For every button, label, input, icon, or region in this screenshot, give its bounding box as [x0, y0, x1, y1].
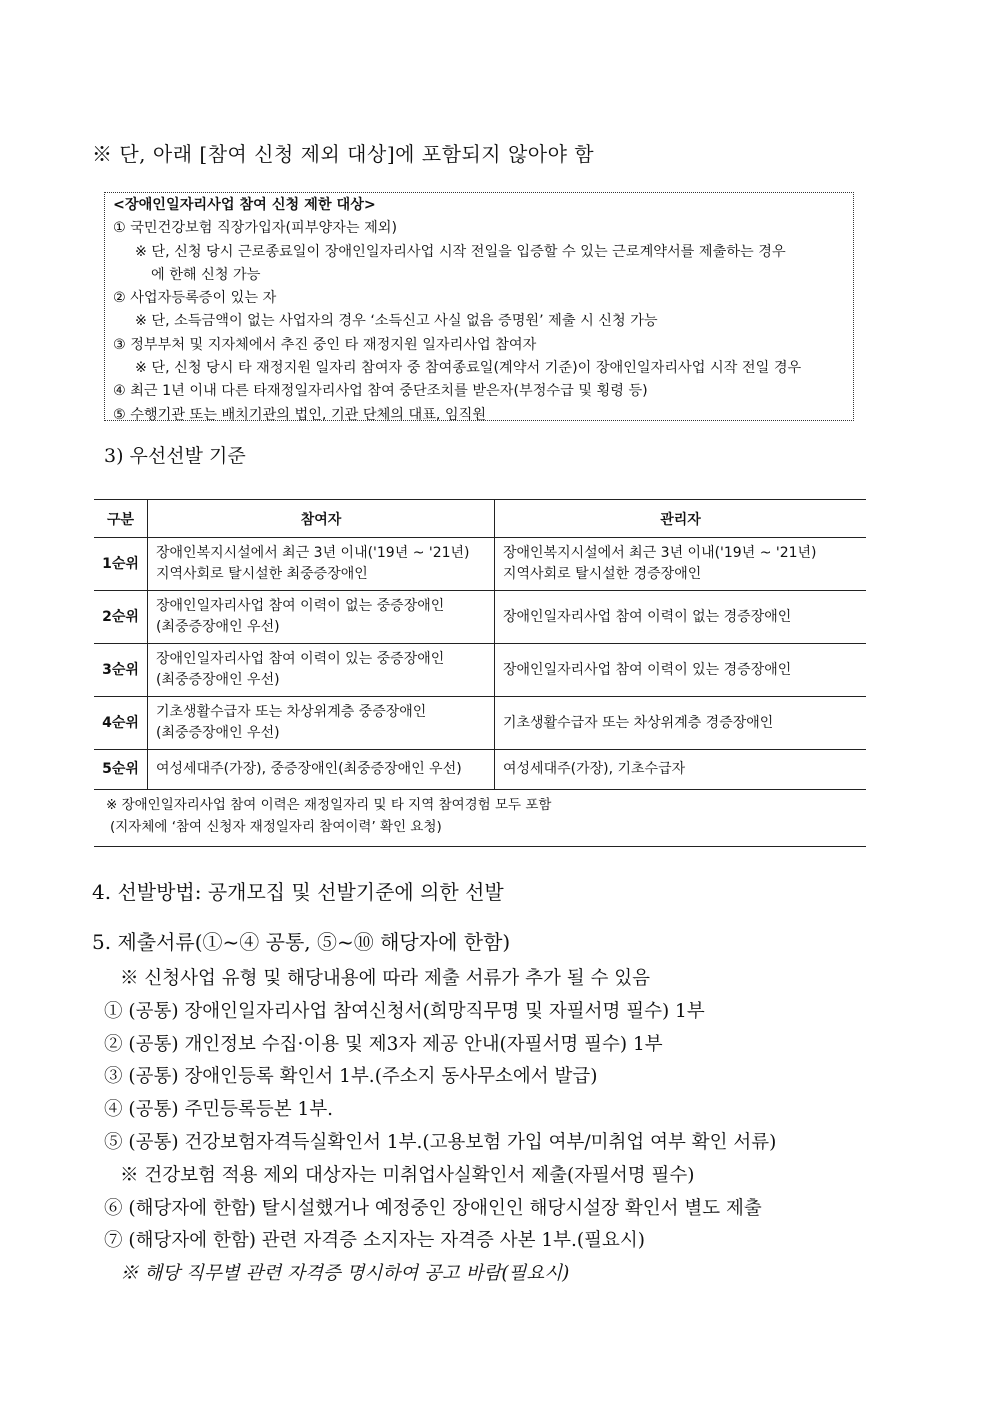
- section5-heading: 5. 제출서류(①~④ 공통, ⑤~⑩ 해당자에 한함): [92, 930, 511, 954]
- cell-line: 장애인일자리사업 참여 이력이 있는 중증장애인: [156, 651, 445, 667]
- participant-cell: [148, 591, 495, 644]
- document-item: ⑥ (해당자에 한함) 탈시설했거나 예정중인 장애인인 해당시설장 확인서 별도 제출: [104, 1197, 762, 1219]
- table-row: [94, 644, 866, 697]
- cell-line: 장애인일자리사업 참여 이력이 없는 중증장애인: [156, 598, 445, 614]
- cell-line: (최중증장애인 우선): [156, 725, 280, 741]
- document-note: ※ 신청사업 유형 및 해당내용에 따라 제출 서류가 추가 될 수 있음: [120, 968, 650, 989]
- exclusion-line: ④ 최근 1년 이내 다른 타재정일자리사업 참여 중단조치를 받은자(부정수급 및 횡령 등): [113, 383, 648, 400]
- exclusion-box: [104, 192, 854, 421]
- exclusion-line: ※ 단, 소득금액이 없는 사업자의 경우 ‘소득신고 사실 없음 증명원’ 제출 시 신청 가능: [135, 313, 658, 330]
- manager-cell: [495, 591, 867, 644]
- manager-cell: [495, 644, 867, 697]
- document-list: [104, 963, 776, 1291]
- header-manager: 관리자: [495, 500, 867, 538]
- header-participant: 참여자: [148, 500, 495, 538]
- participant-cell: [148, 697, 495, 750]
- document-item: ⑦ (해당자에 한함) 관련 자격증 소지자는 자격증 사본 1부.(필요시): [104, 1230, 645, 1252]
- exclusion-line: ⑤ 수행기관 또는 배치기관의 법인, 기관 단체의 대표, 임직원: [113, 406, 487, 423]
- document-item: ④ (공통) 주민등록등본 1부.: [104, 1099, 334, 1121]
- cell-line: 지역사회로 탈시설한 경증장애인: [503, 566, 702, 582]
- rank-cell: 5순위: [94, 750, 148, 790]
- document-item: ② (공통) 개인정보 수집·이용 및 제3자 제공 안내(자필서명 필수) 1부: [104, 1033, 663, 1055]
- cell-line: 지역사회로 탈시설한 최중증장애인: [156, 566, 368, 582]
- exclusion-line: 에 한해 신청 가능: [151, 266, 261, 283]
- rank-cell: 3순위: [94, 644, 148, 697]
- exclusion-notice: ※ 단, 아래 [참여 신청 제외 대상]에 포함되지 않아야 함: [92, 142, 595, 166]
- exclusion-line: ※ 단, 신청 당시 근로종료일이 장애인일자리사업 시작 전일을 입증할 수 있는 근로계약서를 제출하는 경우: [135, 243, 786, 260]
- exclusion-line: ② 사업자등록증이 있는 자: [113, 290, 277, 307]
- document-item: ③ (공통) 장애인등록 확인서 1부.(주소지 동사무소에서 발급): [104, 1066, 598, 1088]
- section4-heading: 4. 선발방법: 공개모집 및 선발기준에 의한 선발: [92, 880, 504, 904]
- cell-line: 여성세대주(가장), 중증장애인(최중증장애인 우선): [156, 761, 462, 777]
- cell-line: 장애인일자리사업 참여 이력이 없는 경증장애인: [503, 608, 792, 625]
- priority-table: [94, 499, 866, 790]
- rank-cell: 4순위: [94, 697, 148, 750]
- cell-line: 여성세대주(가장), 기초수급자: [503, 761, 686, 777]
- rank-cell: 2순위: [94, 591, 148, 644]
- table-row: [94, 591, 866, 644]
- manager-cell: [495, 697, 867, 750]
- cell-line: 장애인일자리사업 참여 이력이 있는 경증장애인: [503, 661, 792, 678]
- table-row: [94, 697, 866, 750]
- manager-cell: [495, 538, 867, 591]
- manager-cell: [495, 750, 867, 790]
- participant-cell: [148, 750, 495, 790]
- table-note-line: ※ 장애인일자리사업 참여 이력은 재정일자리 및 타 지역 참여경험 모두 포함: [106, 797, 552, 813]
- exclusion-line: ※ 단, 신청 당시 타 재정지원 일자리 참여자 중 참여종료일(계약서 기준)이 장애인일자리사업 시작 전일 경우: [135, 360, 802, 377]
- cell-line: 기초생활수급자 또는 차상위계층 경증장애인: [503, 714, 774, 731]
- section3-title: 3) 우선선발 기준: [104, 445, 246, 467]
- table-row: [94, 750, 866, 790]
- exclusion-box-title: <장애인일자리사업 참여 신청 제한 대상>: [113, 197, 376, 213]
- document-note: ※ 건강보험 적용 제외 대상자는 미취업사실확인서 제출(자필서명 필수): [120, 1164, 695, 1186]
- cell-line: 기초생활수급자 또는 차상위계층 중증장애인: [156, 704, 427, 720]
- cell-line: (최중증장애인 우선): [156, 619, 280, 635]
- table-note-line: (지자체에 ‘참여 신청자 재정일자리 참여이력’ 확인 요청): [110, 819, 442, 835]
- rank-cell: 1순위: [94, 538, 148, 591]
- document-note: ※ 해당 직무별 관련 자격증 명시하여 공고 바람(필요시): [120, 1263, 570, 1285]
- table-row: [94, 538, 866, 591]
- table-note: [94, 789, 866, 847]
- header-rank: 구분: [94, 500, 148, 538]
- participant-cell: [148, 644, 495, 697]
- participant-cell: [148, 538, 495, 591]
- document-item: ⑤ (공통) 건강보험자격득실확인서 1부.(고용보험 가입 여부/미취업 여부 확인 서류): [104, 1131, 777, 1153]
- exclusion-line: ① 국민건강보험 직장가입자(피부양자는 제외): [113, 220, 398, 237]
- document-item: ① (공통) 장애인일자리사업 참여신청서(희망직무명 및 자필서명 필수) 1부: [104, 1000, 705, 1022]
- cell-line: 장애인복지시설에서 최근 3년 이내('19년 ~ '21년): [156, 545, 470, 561]
- exclusion-line: ③ 정부부처 및 지자체에서 추진 중인 타 재정지원 일자리사업 참여자: [113, 336, 537, 353]
- cell-line: 장애인복지시설에서 최근 3년 이내('19년 ~ '21년): [503, 545, 817, 561]
- cell-line: (최중증장애인 우선): [156, 672, 280, 688]
- table-header-row: [94, 500, 866, 538]
